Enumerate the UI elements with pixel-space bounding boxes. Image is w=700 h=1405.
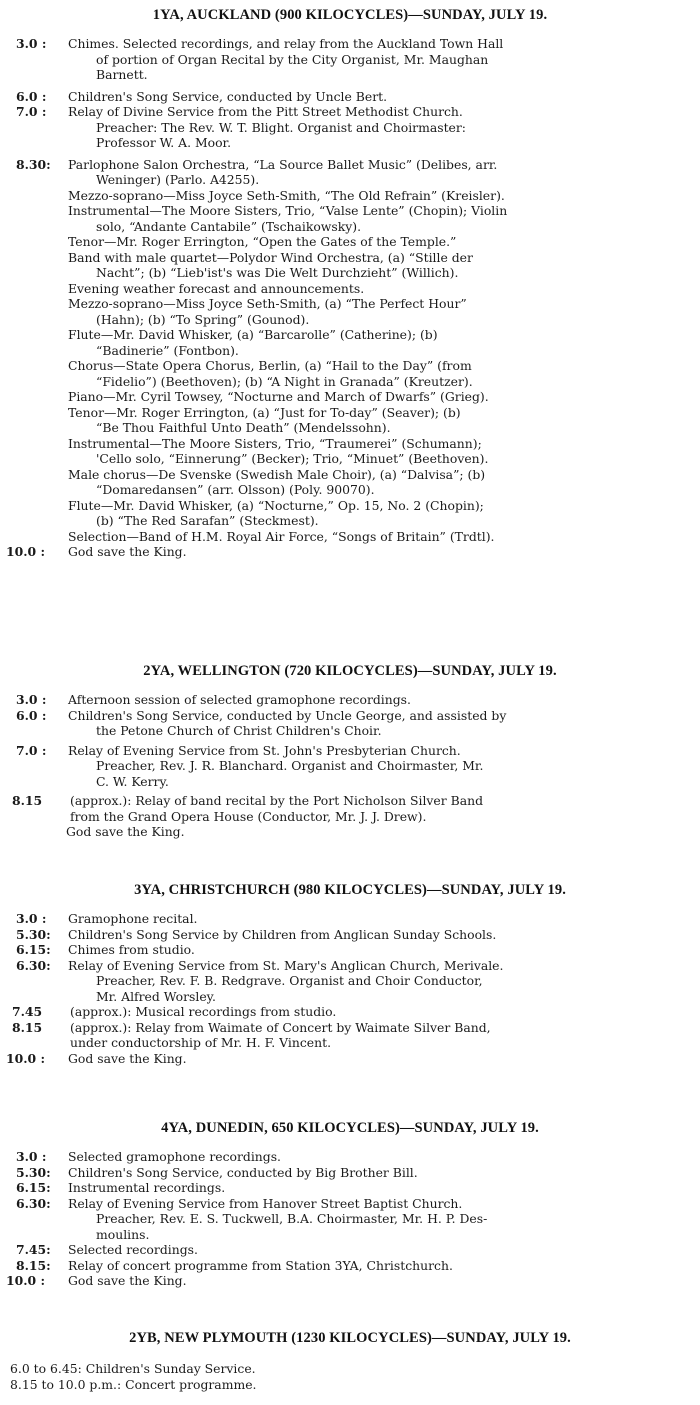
entry-line: Instrumental recordings. (68, 1180, 226, 1195)
entry-line: Professor W. A. Moor. (96, 135, 232, 150)
programme-item (0, 327, 700, 358)
item-line: Instrumental—The Moore Sisters, Trio, “Valse Lente” (Chopin); Violin (68, 203, 508, 218)
programme-entry (0, 911, 700, 927)
entry-line: Parlophone Salon Orchestra, “La Source Ballet Music” (Delibes, arr. (68, 156, 498, 172)
entry-line: (approx.): Musical recordings from studio. (70, 1004, 337, 1019)
entry-time: 7.0 : (16, 104, 47, 119)
item-line: “Be Thou Faithful Unto Death” (Mendelssohn). (96, 420, 391, 435)
programme-entry (0, 1051, 700, 1067)
station-4ya (0, 1119, 700, 1289)
entry-time: 3.0 : (16, 36, 47, 51)
programme-item (0, 467, 700, 498)
item-line: “Domaredansen” (arr. Olsson) (Poly. 90070). (96, 482, 375, 497)
programme-entry (0, 692, 700, 708)
entry-time: 8.15 (12, 793, 43, 808)
entry-line: Mr. Alfred Worsley. (96, 988, 216, 1004)
entry-line: (approx.): Relay of band recital by the Port Nicholson Silver Band (70, 793, 484, 808)
programme-item (0, 188, 700, 204)
item-line: Flute—Mr. David Whisker, (a) “Barcarolle” (Catherine); (b) (68, 327, 438, 342)
programme-entry (0, 1180, 700, 1196)
entry-line: Preacher, Rev. F. B. Redgrave. Organist and Choir Conductor, (96, 973, 483, 988)
programme-item (0, 203, 700, 234)
entry-line: God save the King. (68, 1050, 187, 1066)
programme-entry (0, 743, 700, 790)
programme-entry (0, 793, 700, 840)
entry-line: moulins. (96, 1226, 150, 1242)
programme-entry (0, 942, 700, 958)
entry-line: Selected gramophone recordings. (68, 1149, 281, 1164)
entry-line: Relay of Evening Service from St. John's Presbyterian Church. (68, 742, 461, 758)
entry-line: Preacher: The Rev. W. T. Blight. Organist and Choirmaster: (96, 119, 466, 135)
entry-line: the Petone Church of Christ Children's Choir. (96, 723, 382, 738)
station-2ya (0, 662, 700, 840)
schedule-line: 6.0 to 6.45: Children's Sunday Service. (10, 1361, 256, 1376)
entry-time: 6.30: (16, 957, 51, 973)
item-line: “Badinerie” (Fontbon). (96, 342, 239, 358)
programme-item (0, 358, 700, 389)
station-heading: 2YA, WELLINGTON (720 KILOCYCLES)—SUNDAY, JULY 19. (143, 663, 557, 679)
entry-time: 6.15: (16, 942, 51, 957)
entry-line: Weninger) (Parlo. A4255). (96, 172, 260, 187)
entry-time: 3.0 : (16, 1149, 47, 1164)
station-heading: 3YA, CHRISTCHURCH (980 KILOCYCLES)—SUNDAY, JULY 19. (134, 882, 566, 898)
programme-entry (0, 104, 700, 151)
schedule-line: 8.15 to 10.0 p.m.: Concert programme. (10, 1376, 257, 1392)
programme-entry (0, 544, 700, 560)
entry-time: 8.15 (12, 1019, 43, 1035)
programme-item (0, 498, 700, 529)
entry-line: under conductorship of Mr. H. F. Vincent. (70, 1035, 332, 1050)
programme-entry (0, 1149, 700, 1165)
item-line: Selection—Band of H.M. Royal Air Force, “Songs of Britain” (Trdtl). (68, 528, 495, 544)
programme-entry (0, 1258, 700, 1274)
station-1ya (0, 6, 700, 560)
entry-line: Children's Song Service by Children from Anglican Sunday Schools. (68, 926, 497, 942)
entry-line: of portion of Organ Recital by the City Organist, Mr. Maughan (96, 51, 489, 67)
entry-time: 8.15: (16, 1257, 51, 1273)
entry-line: Children's Song Service, conducted by Uncle George, and assisted by (68, 707, 507, 723)
entry-line: Preacher, Rev. E. S. Tuckwell, B.A. Choirmaster, Mr. H. P. Des- (96, 1211, 488, 1226)
item-line: Nacht”; (b) “Lieb'ist's was Die Welt Durchzieht” (Willich). (96, 265, 459, 280)
programme-entry (0, 1273, 700, 1289)
entry-time: 3.0 : (16, 911, 47, 926)
programme-entry (0, 1165, 700, 1181)
item-line: Mezzo-soprano—Miss Joyce Seth-Smith, (a) “The Perfect Hour” (68, 296, 467, 311)
entry-line: Afternoon session of selected gramophone recordings. (68, 692, 411, 707)
entry-time: 10.0 : (6, 544, 46, 559)
programme-item (0, 529, 700, 545)
item-line: Evening weather forecast and announcements. (68, 280, 365, 296)
entry-line: Chimes from studio. (68, 942, 195, 957)
entry-time: 7.0 : (16, 742, 47, 758)
entry-line: Chimes. Selected recordings, and relay from the Auckland Town Hall (68, 36, 504, 51)
entry-line: Relay of concert programme from Station 3YA, Christchurch. (68, 1257, 453, 1273)
item-line: Male chorus—De Svenske (Swedish Male Choir), (a) “Dalvisa”; (b) (68, 466, 486, 482)
entry-time: 7.45 (12, 1004, 43, 1019)
programme-item (0, 389, 700, 405)
entry-line: God save the King. (66, 824, 185, 839)
entry-line: God save the King. (68, 544, 187, 559)
programme-entry (0, 708, 700, 739)
entry-line: from the Grand Opera House (Conductor, Mr. J. J. Drew). (70, 808, 427, 824)
item-line: Mezzo-soprano—Miss Joyce Seth-Smith, “The Old Refrain” (Kreisler). (68, 187, 505, 203)
programme-entry (0, 89, 700, 105)
programme-entry (0, 1004, 700, 1020)
entry-time: 10.0 : (6, 1273, 46, 1288)
item-line: (b) “The Red Sarafan” (Steckmest). (96, 513, 319, 528)
entry-time: 7.45: (16, 1242, 51, 1257)
item-line: Flute—Mr. David Whisker, (a) “Nocturne,” Op. 15, No. 2 (Chopin); (68, 497, 484, 513)
programme-item (0, 281, 700, 297)
station-heading: 4YA, DUNEDIN, 650 KILOCYCLES)—SUNDAY, JULY 19. (161, 1120, 539, 1136)
programme-entry (0, 958, 700, 1005)
entry-line: Relay of Evening Service from Hanover Street Baptist Church. (68, 1195, 463, 1211)
programme-item (0, 296, 700, 327)
programme-entry (0, 1196, 700, 1243)
item-line: solo, “Andante Cantabile” (Tschaikowsky). (96, 218, 362, 234)
station-3ya (0, 881, 700, 1066)
item-line: Chorus—State Opera Chorus, Berlin, (a) “Hail to the Day” (from (68, 358, 472, 373)
item-line: Piano—Mr. Cyril Towsey, “Nocturne and March of Dwarfs” (Grieg). (68, 389, 489, 404)
entry-line: Preacher, Rev. J. R. Blanchard. Organist and Choirmaster, Mr. (96, 758, 484, 773)
item-line: Band with male quartet—Polydor Wind Orchestra, (a) “Stille der (68, 249, 473, 265)
programme-entry (0, 36, 700, 83)
entry-time: 6.0 : (16, 88, 47, 104)
programme-entry (0, 927, 700, 943)
programme-item (0, 436, 700, 467)
item-line: Tenor—Mr. Roger Errington, (a) “Just for To-day” (Seaver); (b) (68, 404, 461, 420)
entry-time: 3.0 : (16, 692, 47, 707)
entry-line: Selected recordings. (68, 1242, 198, 1257)
programme-item (0, 405, 700, 436)
item-line: Instrumental—The Moore Sisters, Trio, “Traumerei” (Schumann); (68, 435, 482, 451)
programme-item (0, 250, 700, 281)
entry-line: C. W. Kerry. (96, 773, 169, 789)
item-line: “Fidelio”) (Beethoven); (b) “A Night in Granada” (Kreutzer). (96, 373, 473, 389)
entry-line: God save the King. (68, 1273, 187, 1288)
programme-entry (0, 1020, 700, 1051)
entry-line: Gramophone recital. (68, 911, 198, 926)
programme-item (0, 234, 700, 250)
entry-time: 5.30: (16, 926, 51, 942)
entry-line: Children's Song Service, conducted by Big Brother Bill. (68, 1164, 418, 1180)
station-heading: 1YA, AUCKLAND (900 KILOCYCLES)—SUNDAY, JULY 19. (152, 7, 548, 23)
entry-time: 6.0 : (16, 707, 47, 723)
entry-time: 6.15: (16, 1180, 51, 1195)
programme-entry (0, 1242, 700, 1258)
entry-line: Relay of Evening Service from St. Mary's Anglican Church, Merivale. (68, 957, 504, 973)
item-line: Tenor—Mr. Roger Errington, “Open the Gates of the Temple.” (68, 234, 457, 249)
entry-time: 6.30: (16, 1195, 51, 1211)
entry-time: 5.30: (16, 1164, 51, 1180)
entry-time: 8.30: (16, 156, 51, 172)
item-line: (Hahn); (b) “To Spring” (Gounod). (96, 311, 310, 327)
programme-entry (0, 157, 700, 188)
entry-line: Children's Song Service, conducted by Uncle Bert. (68, 88, 388, 104)
entry-line: Barnett. (96, 67, 148, 82)
station-heading: 2YB, NEW PLYMOUTH (1230 KILOCYCLES)—SUNDAY, JULY 19. (129, 1330, 571, 1346)
entry-line: Relay of Divine Service from the Pitt Street Methodist Church. (68, 104, 463, 119)
item-line: 'Cello solo, “Einnerung” (Becker); Trio, “Minuet” (Beethoven). (96, 451, 489, 466)
entry-line: (approx.): Relay from Waimate of Concert by Waimate Silver Band, (70, 1019, 491, 1035)
entry-time: 10.0 : (6, 1050, 46, 1066)
station-2yb (0, 1329, 700, 1392)
